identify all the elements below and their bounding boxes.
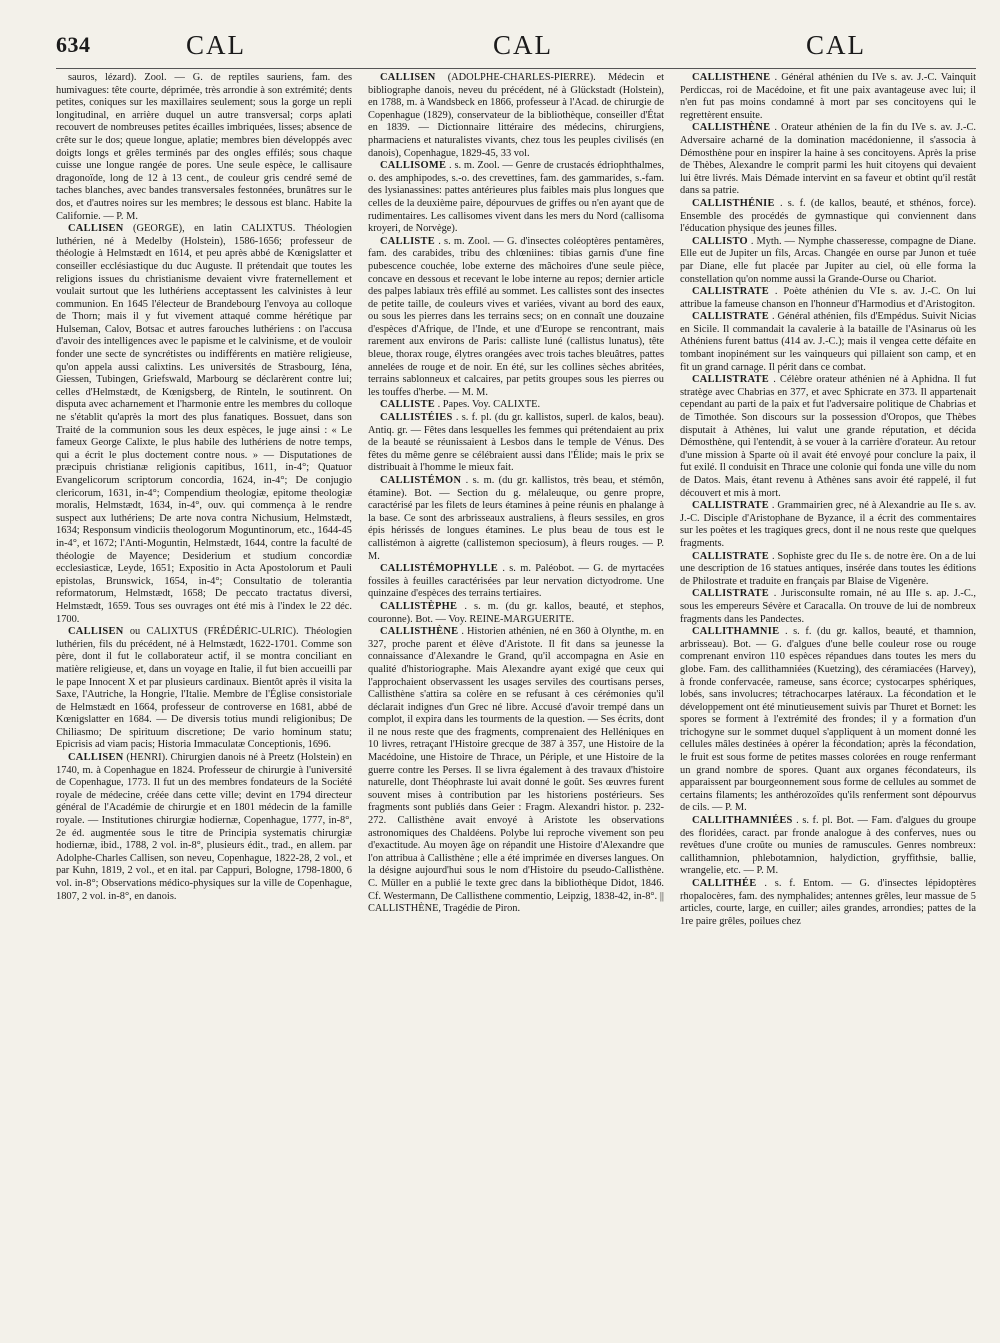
- entry-headword: CALLISTHÈNE: [692, 122, 771, 134]
- entry-headword: CALLISTRATE: [692, 286, 770, 298]
- entry-text: . Célèbre orateur athénien né à Aphidna. Il fut stratège avec Chabrias en 377, et avec Sphicrate en 373. Il appartenait cependant au parti de la paix et fut l'adversaire politique de Chabrias et de Timothée. Son discours sur la possession d'Oropos, que Thèbes disputait à Athènes, lui valut une grande réputation, et décida Démosthène, qui l'entendit, à se vouer à la carrière d'orateur. Au retour d'une mission à Sparte où il avait été envoyé pour conclure la paix, il fut exilé. Il conduisit en Thrace une colonie qui fonda une ville du nom de Datos. Mais, étant revenu à Athènes sans avoir été rappelé, il fut découvert et mis à mort.: [680, 374, 976, 499]
- entry-headword: CALLITHAMNIÉES: [692, 815, 793, 827]
- dictionary-entry: [680, 551, 976, 589]
- page-number: 634: [56, 32, 91, 57]
- entry-text: . s. m. Paléobot. — G. de myrtacées fossiles à feuilles caractérisées par leur nervation dictyodrome. Une quinzaine d'espèces des terrains tertiaires.: [368, 563, 664, 600]
- running-head-right: CAL: [806, 30, 866, 60]
- entry-text: (ADOLPHE-CHARLES-PIERRE). Médecin et bibliographe danois, neveu du précédent, né à Glückstadt (Holstein), en 1788, m. à Wandsbeck en 1866, professeur à l'Acad. de chirurgie de Copenhague (1829), conservateur de la bibliothèque, conseiller d'État en 1839. — Dictionnaire littéraire des médecins, chirurgiens, pharmaciens et naturalistes vivants, chez tous les peuples civilisés (en danois), Copenhague, 1829-45, 33 vol.: [368, 72, 664, 159]
- entry-text: . s. m. Zool. — G. d'insectes coléoptères pentamères, fam. des carabides, tribu des chlœniines: tibias garnis d'une fine pubescence couchée, lobe externe des mâchoires d'une seule pièce, concave en dessous et recevant le lobe interne au repos; dernier article des palpes labiaux très effilé au sommet. Les callistes sont des insectes de petite taille, de couleurs vives et variées, vivant au bord des eaux, ou sous les pierres dans les terrains secs; on en connaît une douzaine d'espèces d'Afrique, de l'Inde, et une d'Europe se rencontrant, mais rarement aux environs de Paris: calliste luné (callistus lunatus), tête bleue, thorax rouge, élytres orangées avec trois taches bleuâtres, pattes annelées de rouge et de noir. En été, sur les collines sèches abritées, terrains sablonneux et calcaires, par petits groupes sous les pierres ou les touffes d'herbe. — M. M.: [368, 235, 664, 398]
- dictionary-entry: [56, 626, 352, 752]
- entry-headword: CALLISTÉMON: [380, 475, 462, 486]
- entry-headword: CALLISTE: [380, 235, 435, 247]
- running-head-center: CAL: [493, 30, 553, 60]
- entry-text: . Jurisconsulte romain, né au IIIe s. ap. J.-C., sous les empereurs Sévère et Caracalla. On trouve de lui de nombreux fragments dans les Pandectes.: [680, 588, 976, 625]
- entry-headword: CALLISTÉMOPHYLLE: [380, 563, 498, 575]
- entry-text: . s. f. pl. Bot. — Fam. d'algues du groupe des floridées, caract. par fronde analogue à des conferves, nues ou revêtues d'une croûte ou munies de ramuscules. Genres nombreux: callithamnion, phlebotamnion, halydiction, gryffithsie, ballie, wrangelie, etc. — P. M.: [680, 815, 976, 877]
- dictionary-entry: [680, 815, 976, 878]
- dictionary-entry: [368, 601, 664, 626]
- entry-headword: CALLISOME: [380, 160, 447, 172]
- entry-headword: CALLISTHÈNE: [692, 72, 771, 83]
- dictionary-entry: [368, 72, 664, 160]
- dictionary-entry: [680, 500, 976, 550]
- entry-headword: CALLISTHÉNIE: [692, 197, 775, 209]
- entry-text: . s. m. (du gr. kallistos, très beau, et stémôn, étamine). Bot. — Section du g. mélaleuque, ou genre propre, caractérisé par les filets de leurs étamines à peine réunis en phalange à la base. Ce sont des arbrisseaux australiens, à fleurs sessiles, en gros épis hérissés de longues étamines. Le plus beau de tous est le callistémon à aigrette (callistemon speciosum), à fleurs rouges. — P. M.: [368, 475, 664, 562]
- entry-text: . s. f. Entom. — G. d'insectes lépidoptères rhopalocères, fam. des nymphalides; antennes grêles, leur massue de 5 articles, courte, large, en cuiller; ailes grandes, arrondies; pattes de la 1re paire grêles, poilues chez: [680, 878, 976, 927]
- dictionary-entry: [368, 399, 664, 412]
- entry-text: . Orateur athénien de la fin du IVe s. av. J.-C. Adversaire acharné de la domination macédonienne, il s'associa à Démosthène pour en inspirer la haine à ses concitoyens. Après la prise de Thèbes, Alexandre le comprit parmi les huit citoyens qui devaient lui être livrés. Mais Démade intervint en sa faveur et obtint qu'il restât dans sa patrie.: [680, 122, 976, 197]
- dictionary-entry: [680, 878, 976, 928]
- dictionary-entry: [368, 475, 664, 563]
- entry-text: . Poète athénien du VIe s. av. J.-C. On lui attribue la fameuse chanson en l'honneur d'Harmodius et d'Aristogiton.: [680, 286, 976, 310]
- entry-headword: CALLISEN: [68, 626, 124, 638]
- page-header: [56, 30, 976, 70]
- entry-headword: CALLISTRATE: [692, 311, 770, 323]
- entry-text: . s. f. (de kallos, beauté, et sthénos, force). Ensemble des procédés de gymnastique qui conviennent dans l'éducation physique des jeunes filles.: [680, 197, 976, 235]
- entry-text: sauros, lézard). Zool. — G. de reptiles sauriens, fam. des humivagues: tête courte, déprimée, très arrondie à son extrémité; dents petites, coniques sur les maxillaires seulement; sous la gorge un repli longitudinal, en arrière duquel un autre transversal; corps aplati recouvert de nombreuses petites écailles imbriquées, lisses; absence de crête sur le dos; queue longue, aplatie; membres bien développés avec doigts longs et grêles terminés par des ongles effilés; sous chaque cuisse une longue rangée de pores. Une seule espèce, le callisaure dragonoïde, long de 12 à 13 cent., de couleur gris cendré semé de taches blanches, avec bandes transversales festonnées, brunâtres sur le dos, et d'autres noires sur les membres; le dessous est blanc. Habite la Californie. — P. M.: [56, 72, 352, 222]
- running-head-left: CAL: [186, 30, 246, 60]
- dictionary-entry: [368, 412, 664, 475]
- dictionary-entry: [368, 236, 664, 400]
- entry-headword: CALLISTE: [380, 399, 435, 411]
- entry-text: . s. f. (du gr. kallos, beauté, et thamnion, arbrisseau). Bot. — G. d'algues d'une belle couleur rose ou rouge comprenant environ 110 espèces répandues dans toutes les mers du globe. Fam. des callithamniées (Kuetzing), des céramiacées (Harvey), à fronde confervacée, rameuse, sans écorce; cystocarpes sphériques, lobés, sans involucres; tétrachocarpes latéraux. La fécondation et le développement ont été minutieusement suivis par Thuret et Bornet: les spores se forment à l'extrémité des frondes; il y a formation d'un trichogyne sur le sommet duquel s'appliquent à un moment donné les cellules mâles destinées à opérer la fécondation; après la fécondation, le fruit est sous forme de petites masses colorées en rouge renfermant un grand nombre de spores. Quant aux organes fécondateurs, ils apparaissent par bourgeonnement sous forme de cellules au sommet de certains filaments; les anthérozoïdes qu'ils renferment sont dépourvus de cils. — P. M.: [680, 626, 976, 814]
- dictionary-entry: [368, 626, 664, 916]
- entry-headword: CALLITHÉE: [692, 878, 757, 889]
- entry-headword: CALLISTÉIES: [380, 412, 453, 424]
- entry-headword: CALLISEN: [68, 752, 124, 764]
- dictionary-entry: [680, 198, 976, 236]
- dictionary-entry: [368, 160, 664, 236]
- entry-text: . s. m. Zool. — Genre de crustacés édriophthalmes, o. des amphipodes, s.-o. des crevettines, fam. des gammarides, s.-fam. des lysianassines: pattes antérieures plus faibles mais plus longues que celles de la deuxième paire, dépourvues de griffes ou n'en ayant que de rudimentaires. Les callisomes vivent dans les mers du Nord (callisoma kroyeri, de Norvège).: [368, 160, 664, 235]
- dictionary-entry: [680, 236, 976, 286]
- dictionary-entry: [56, 72, 352, 223]
- dictionary-entry: [56, 752, 352, 903]
- entry-text: . s. m. (du gr. kallos, beauté, et stephos, couronne). Bot. — Voy. REINE-MARGUERITE.: [368, 600, 664, 625]
- entry-text: . Sophiste grec du IIe s. de notre ère. On a de lui une description de 16 statues antiques, insérée dans toutes les éditions de Philostrate et traduite en français par Blaise de Vigenère.: [680, 550, 976, 587]
- dictionary-entry: [680, 122, 976, 198]
- dictionary-entry: [368, 563, 664, 601]
- entry-headword: CALLISEN: [68, 223, 124, 235]
- entry-headword: CALLISTÈPHE: [380, 600, 458, 612]
- entry-text: (HENRI). Chirurgien danois né à Preetz (Holstein) en 1740, m. à Copenhague en 1824. Professeur de chirurgie à l'université de Copenhague, 1773. Il fut un des membres fondateurs de la Société royale de médecine, créée dans cette ville; devint en 1794 directeur général de l'Académie de chirurgie et en 1801 médecin de la famille royale. — Institutiones chirurgiæ hodiernæ, Copenhague, 1777, in-8°, 2e éd. augmentée sous le titre de Principia systematis chirurgiæ hodiernæ, ibid., 1788, 2 vol. in-8°, plusieurs édit., trad., en allem. par Adolphe-Charles Callisen, son neveu, Copenhague, 1822-28, 2 vol., et par Kuhn, 1819, 2 vol., et en ital. par Cappuri, Bologne, 1798-1800, 6 vol. in-8°; Observations médico-physiques sur la ville de Copenhague, 1807, 2 vol. in-8°, en danois.: [56, 752, 352, 902]
- column-middle: [368, 72, 664, 1332]
- dictionary-entry: [680, 311, 976, 374]
- entry-headword: CALLISTHÈNE: [380, 626, 459, 638]
- header-rule: [56, 68, 976, 69]
- entry-text: . Papes. Voy. CALIXTE.: [437, 399, 541, 411]
- entry-headword: CALLISTRATE: [692, 374, 770, 386]
- entry-headword: CALLITHAMNIE: [692, 626, 780, 638]
- entry-text: . Général athénien, fils d'Empédus. Suivit Nicias en Sicile. Il commandait la cavalerie à la bataille de l'Asinarus où les Athéniens furent battus (414 av. J.-C.); mais il vengea cette défaite en tombant inopinément sur les vainqueurs qui pillaient son camp, et en fit un grand carnage. Il périt dans ce combat.: [680, 311, 976, 373]
- entry-text: . s. f. pl. (du gr. kallistos, superl. de kalos, beau). Antiq. gr. — Fêtes dans lesquelles les femmes qui prétendaient au prix de la beauté se réunissaient à Lesbos dans le temple de Vénus. Des fêtes du même genre se célébraient aussi dans l'Élide; mais le prix se distribuait à l'homme le mieux fait.: [368, 412, 664, 474]
- entry-headword: CALLISTRATE: [692, 550, 770, 562]
- dictionary-entry: [680, 286, 976, 311]
- dictionary-entry: [680, 588, 976, 626]
- column-left: [56, 72, 352, 1332]
- dictionary-entry: [680, 374, 976, 500]
- entry-text: . Historien athénien, né en 360 à Olynthe, m. en 327, proche parent et élève d'Aristote. Il fit dans sa jeunesse la connaissance d'Alexandre le Grand, qu'il accompagna en Asie en qualité d'historiographe. Mais Alexandre ayant exigé que ceux qui l'approchaient observassent les usages serviles des courtisans perses, Callisthène s'attira sa colère en se refusant à ces cérémonies qu'il déclarait indignes d'un Grec né libre. Accusé d'avoir trempé dans un complot, il expira dans les tourments de la question. — Ses écrits, dont il ne nous reste que des fragments, comprenaient des Helléniques en 10 livres, retraçant l'Histoire grecque de 387 à 357, une Histoire de la Macédoine, une Histoire de Thrace, un Périple, et une Histoire de la guerre contre les Perses. Il se livra également à des travaux d'histoire naturelle, dont Théophraste lui avait donné le goût. Ses œuvres furent souvent mises à contribution par les historiens postérieurs. Ses fragments sont publiés dans Geier : Fragm. Alexandri histor. p. 232-272. Callisthène avait envoyé à Aristote les observations astronomiques des Chaldéens. Polybe lui reproche vivement son peu d'exactitude. Au moyen âge on répandit une Histoire d'Alexandre que l'on attribua à Callisthène ; elle a été imprimée en diverses langues. On la désigne aujourd'hui sous le nom d'Histoire du pseudo-Callisthène. C. Müller en a publié le texte grec dans la bibliothèque Didot, 1846. Cf. Westermann, De Callisthene commentio, Leipzig, 1838-42, in-8°. || CALLISTHÈNE, Tragédie de Piron.: [368, 626, 664, 915]
- entry-text: . Grammairien grec, né à Alexandrie au IIe s. av. J.-C. Disciple d'Aristophane de Byzance, il a écrit des commentaires sur les poètes et les tragiques grecs, dont il ne nous reste que quelques fragments.: [680, 500, 976, 549]
- entry-headword: CALLISTRATE: [692, 500, 770, 512]
- entry-text: (GEORGE), en latin CALIXTUS. Théologien luthérien, né à Medelby (Holstein), 1586-1656; professeur de théologie à Helmstædt en 1614, et peu après abbé de Kœnigslatter et conseiller ecclésiastique du duc Auguste. Il prétendait que toutes les religions issues du christianisme devaient vivre fraternellement et voulait surtout que les luthériens acceptassent les calvinistes à leur communion. En 1645 l'électeur de Brandebourg l'envoya au colloque de Thorn; mais il y fut vivement attaqué comme hérétique par Hulseman, Calov, Botsac et autres farouches luthériens : on l'accusa d'avoir des intelligences avec le papisme et le calvinisme, et de vouloir fonder une secte de syncrétistes ou indifférents en matière religieuse, qu'on appela aussi calixtins. Les universités de Strasbourg, Iéna, Giessen, Tubingen, Griefswald, Marbourg se déclarèrent contre lui; celles d'Helmstædt, de Kœnigsberg, de Rinteln, le soutinrent. On disputa avec acharnement et l'harmonie entre les membres du colloque ne s'établit qu'après la mort des plus fanatiques. Bossuet, dans son Traité de la communion sous les deux espèces, le juge ainsi : « Le fameux George Calixte, le plus habile des luthériens de notre temps, qui a écrit le plus doctement contre nous. » — Disputationes de præcipuis christianæ religionis capitibus, 1611, in-4°; Quatuor Evangelicorum scriptorum concordia, 1624, in-4°; De conjugio clericorum, 1631, in-4°; Compendium theologiæ, epitome theologiæ moralis, Helmstædt, 1634, in-4°, ouv. qui commença à le rendre suspect aux luthériens; De arte nova contra Nichusium, Helmstædt, 1634; Responsum vindiciis theologorum Moguntinorum, etc., 1644-45 in-4°, et 1672; l'Anti-Moguntin, Helmstædt, 1644, contre la faculté de théologie de Mayence; Desiderium et studium concordiæ ecclesiasticæ, Leyde, 1651; Expositio in Acta Apostolorum et Pauli epistolas, Brunswick, 1654, in-4°; Consultatio de tolerantia reformatorum, Helmstædt, 1658; De peccato tractatus diversi, Helmstædt, 1659. Tous ses ouvrages ont été mis à l'index le 22 déc. 1700.: [56, 223, 352, 625]
- dictionary-entry: [680, 626, 976, 815]
- entry-headword: CALLISTO: [692, 235, 748, 247]
- entry-text: ou CALIXTUS (FRÉDÉRIC-ULRIC). Théologien luthérien, fils du précédent, né à Helmstædt, 1622-1701. Comme son père, dont il fut le collaborateur actif, il se montra conciliant en matière religieuse, et, dans un voyage en Italie, il fut bien accueilli par le pape Innocent X et par plusieurs cardinaux. Bientôt après il visita la Saxe, l'Autriche, la Hongrie, l'Italie. Membre de l'Église consistoriale de Helmstædt en 1664, professeur de controverse en 1681, abbé de Kœnigslatter en 1684. — De diversis totius mundi religionibus; De Chiliasmo; De spirituum discretione; De vario hominum statu; Epicrisis ad viam pacis; Historia Immaculatæ Conceptionis, 1696.: [56, 626, 352, 751]
- dictionary-entry: [56, 223, 352, 626]
- entry-text: . Général athénien du IVe s. av. J.-C. Vainquit Perdiccas, roi de Macédoine, et fit une paix avantageuse avec lui; il n'en fut pas moins condamné à mort par ses concitoyens qui le regrettèrent ensuite.: [680, 72, 976, 121]
- entry-text: . Myth. — Nymphe chasseresse, compagne de Diane. Elle eut de Jupiter un fils, Arcas. Changée en ourse par Junon et tuée par Diane, elle fut placée par Jupiter au ciel, où elle forma la constellation qu'on nomme aussi la Grande-Ourse ou Chariot.: [680, 235, 976, 285]
- column-right: [680, 72, 976, 1332]
- text-columns: [56, 72, 976, 1332]
- dictionary-entry: [680, 72, 976, 122]
- entry-headword: CALLISTRATE: [692, 588, 770, 600]
- entry-headword: CALLISEN: [380, 72, 436, 83]
